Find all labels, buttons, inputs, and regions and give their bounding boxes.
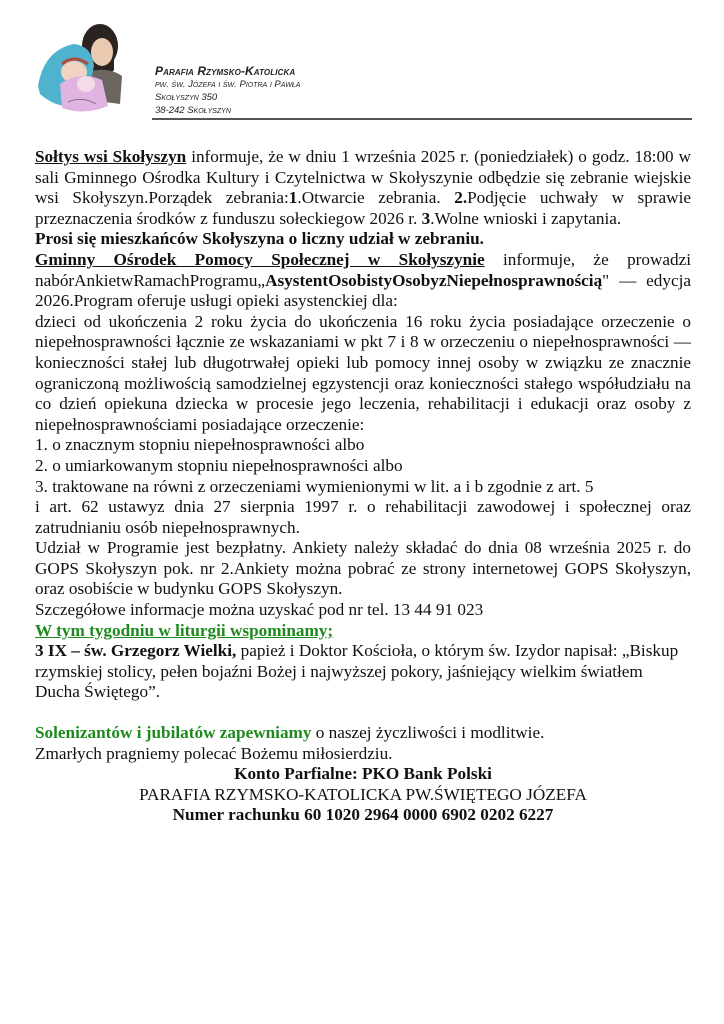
- eligibility-item: 3. traktowane na równi z orzeczeniami wymienionymi w lit. a i b zgodnie z art. 5: [35, 476, 594, 496]
- gops-lead: Gminny Ośrodek Pomocy Społecznej w Skołyszynie: [35, 249, 485, 269]
- address-line-1: Skołyszyn 350: [155, 92, 218, 103]
- announcement-text: .Otwarcie zebrania.: [297, 188, 455, 208]
- wishes-line: [35, 723, 691, 744]
- parish-subtitle: pw. św. Józefa i św. Piotra i Pawła: [155, 79, 301, 90]
- agenda-number: 3: [421, 208, 431, 228]
- saint-date: 3 IX – św. Grzegorz Wielki,: [35, 641, 237, 661]
- deceased-line: Zmarłych pragniemy polecać Bożemu miłosierdziu.: [35, 743, 393, 763]
- program-name: AsystentOsobistyOsobyzNiepełnosprawnością: [265, 270, 603, 290]
- announcement-text: informuje, że prowadzi nabórAnkietwRamachProgramu„: [35, 249, 692, 290]
- holy-family-logo: [30, 14, 140, 118]
- wishes-lead: Solenizantów i jubilatów zapewniamy: [35, 723, 312, 743]
- wishes-text: o naszej życzliwości i modlitwie.: [311, 723, 545, 743]
- announcement-text: Podjęcie uchwały w sprawie przeznaczenia środków z funduszu sołeckiegow 2026 r.: [35, 188, 691, 228]
- spacer: [35, 703, 691, 723]
- announcement-lead: Sołtys wsi Skołyszyn: [35, 147, 187, 166]
- address-line-2: 38-242 Skołyszyn: [155, 105, 231, 116]
- account-number: Numer rachunku 60 1020 2964 0000 6902 0202 6227: [172, 805, 554, 825]
- saint-description: papież i Doktor Kościoła, o którym św. Izydor napisał: „Biskup rzymskiej stolicy, pełen bojaźni Bożej i najwyższej pokory, jaśniejący wielkim światłem Ducha Świętego”.: [35, 641, 679, 702]
- agenda-number: 1: [288, 188, 298, 208]
- account-label: Konto Parfialne: PKO Bank Polski: [234, 764, 492, 784]
- holy-family-icon: [30, 14, 140, 118]
- liturgy-heading: W tym tygodniu w liturgii wspominamy;: [35, 620, 334, 640]
- account-holder: PARAFIA RZYMSKO-KATOLICKA PW.ŚWIĘTEGO JÓZEFA: [139, 784, 587, 804]
- parish-header: [155, 64, 300, 117]
- announcement-text: .Wolne wnioski i zapytania.: [430, 208, 622, 228]
- agenda-number: 2.: [454, 188, 468, 208]
- eligibility-paragraph: dzieci od ukończenia 2 roku życia do ukończenia 16 roku życia posiadające orzeczenie o niepełnosprawności łącznie ze wskazaniami w pkt 7 i 8 w orzeczeniu o niepełnosprawności — konieczności stałej lub długotrwałej opieki lub pomocy innej osoby w związku ze znacznie ograniczoną możliwością samodzielnej egzystencji oraz konieczności stałego współudziału na co dzień opiekuna dziecka w procesie jego leczenia, rehabilitacji i edukacji oraz osoby z niepełnosprawnościami posiadające orzeczenie:: [35, 311, 691, 434]
- liturgy-entry: [35, 641, 691, 703]
- bulletin-body: [35, 147, 691, 826]
- program-details: Udział w Programie jest bezpłatny. Ankiety należy składać do dnia 08 września 2025 r. do GOPS Skołyszyn pok. nr 2.Ankiety można pobrać ze strony internetowej GOPS Skołyszyn, oraz osobiście w budynku GOPS Skołyszyn.: [35, 538, 691, 599]
- eligibility-item: 2. o umiarkowanym stopniu niepełnosprawności albo: [35, 455, 403, 475]
- eligibility-item: 1. o znacznym stopniu niepełnosprawności albo: [35, 435, 365, 455]
- announcement-text: " — edycja 2026.Program oferuje usługi opieki asystenckiej dla:: [35, 270, 691, 311]
- header-divider: [152, 118, 692, 120]
- law-reference: i art. 62 ustawyz dnia 27 sierpnia 1997 r. o rehabilitacji zawodowej i społecznej oraz zatrudnianiu osób niepełnosprawnych.: [35, 497, 691, 537]
- gops-announcement: [35, 250, 691, 312]
- attendance-appeal: Prosi się mieszkańców Skołyszyna o liczny udział w zebraniu.: [35, 229, 484, 249]
- village-meeting-announcement: [35, 147, 691, 229]
- announcement-text: informuje, że w dniu 1 września 2025 r. (poniedziałek) o godz. 18:00 w sali Gminnego Ośrodka Kultury i Czytelnictwa w Skołyszynie odbędzie się zebranie wiejskie wsi Skołyszyn.Porządek zebrania:: [35, 147, 691, 208]
- contact-info: Szczegółowe informacje można uzyskać pod nr tel. 13 44 91 023: [35, 600, 484, 620]
- parish-name: Parafia Rzymsko-Katolicka: [155, 64, 296, 78]
